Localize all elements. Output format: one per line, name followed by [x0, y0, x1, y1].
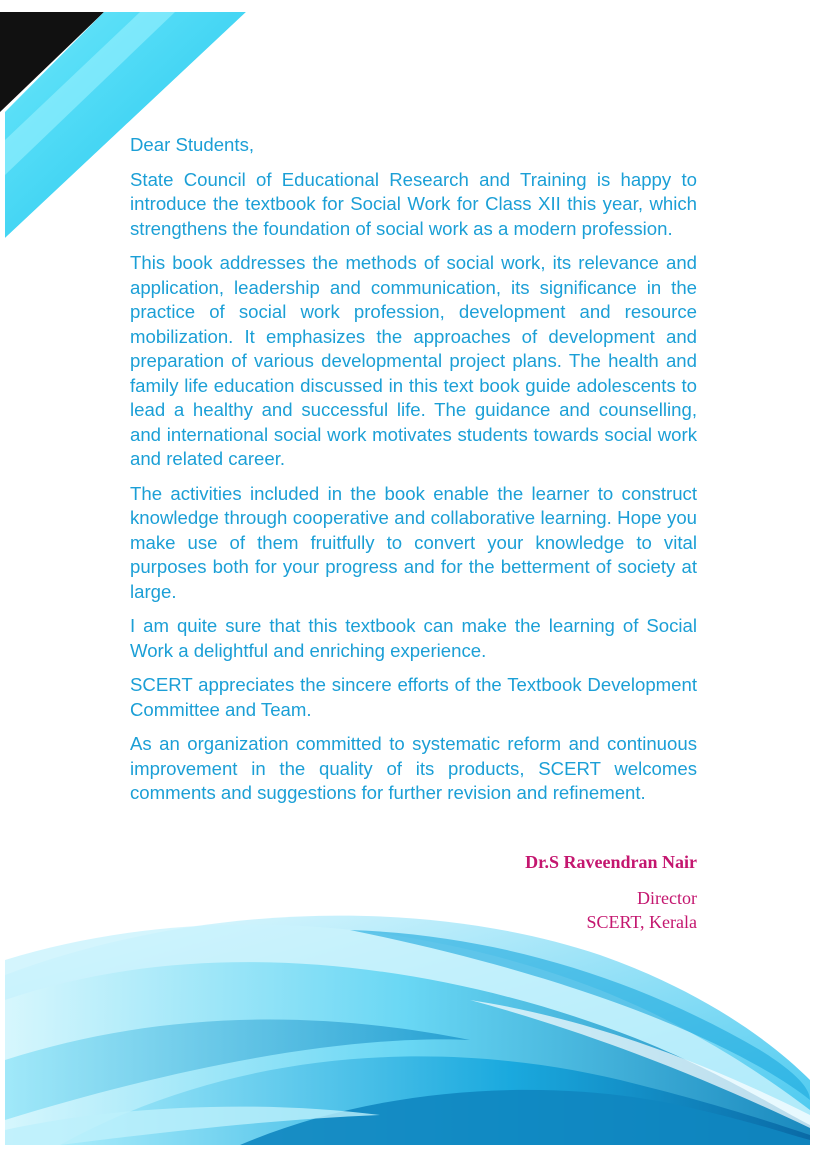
signatory-title: Director	[637, 888, 697, 908]
letter-body	[130, 133, 697, 816]
signatory-name: Dr.S Raveendran Nair	[525, 852, 697, 872]
paragraph-feedback-request: As an organization committed to systematic reform and continuous improvement in the quality of its products, SCERT welcomes comments and suggestions for further revision and refinement.	[130, 733, 697, 803]
paragraph-activities: The activities included in the book enable the learner to construct knowledge through cooperative and collaborative learning. Hope you make use of them fruitfully to convert your knowledge to vital purposes both for your progress and for the betterment of society at large.	[130, 482, 697, 602]
paragraph-learning-experience: I am quite sure that this textbook can make the learning of Social Work a delightful and enriching experience.	[130, 615, 697, 661]
paragraph-book-contents: This book addresses the methods of social work, its relevance and application, leadership and communication, its significance in the practice of social work profession, development and resource mobilization. It emphasizes the approaches of development and preparation of various developmental project plans. The health and family life education discussed in this text book guide adolescents to lead a healthy and successful life. The guidance and counselling, and international social work motivates students towards social work and related career.	[130, 252, 697, 469]
paragraph-introduction: State Council of Educational Research and Training is happy to introduce the textbook for Social Work for Class XII this year, which strengthens the foundation of social work as a modern profession.	[130, 168, 697, 239]
bottom-wave-decoration	[5, 916, 810, 1145]
salutation: Dear Students,	[130, 134, 255, 155]
signatory-organization: SCERT, Kerala	[586, 912, 697, 932]
signature-block	[525, 850, 697, 934]
paragraph-appreciation: SCERT appreciates the sincere efforts of the Textbook Development Committee and Team.	[130, 674, 697, 720]
